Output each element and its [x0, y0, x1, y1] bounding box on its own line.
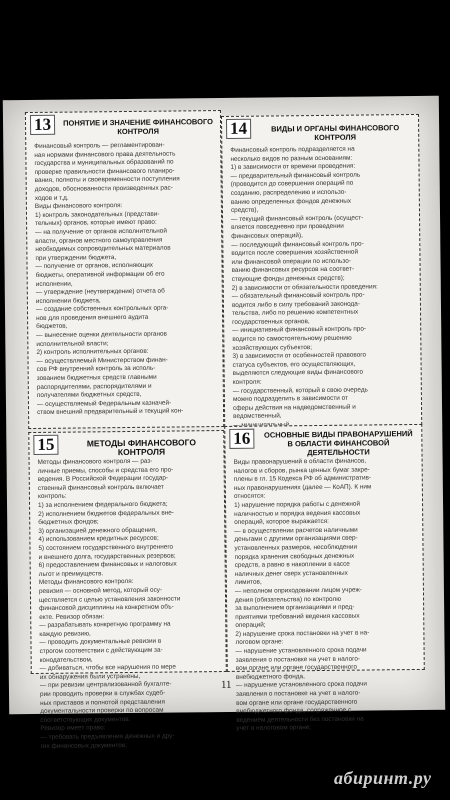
- card-text-line: — осуществляемый Федеральным казначей-: [36, 399, 172, 408]
- card-text-line: соответствующих документов.: [40, 715, 131, 724]
- card-text-line: сферы действия на надведомственный и: [232, 403, 356, 412]
- card-number: 16: [229, 429, 254, 449]
- card-text-line: — в осуществлении расчетов наличными: [234, 526, 358, 535]
- card-text-line: бюджетных фондов;: [38, 518, 99, 527]
- card-text-line: 4) использованием кредитных ресурсов;: [38, 535, 159, 544]
- card-body: [34, 141, 217, 418]
- card-text-line: — текущий финансовый контроль (осущест-: [231, 214, 364, 223]
- card-text-line: екте. Ревизор обязан:: [39, 612, 105, 621]
- card-text-line: лимитов,: [234, 578, 262, 587]
- card-title: МЕТОДЫ ФИНАНСОВОГО КОНТРОЛЯ: [86, 437, 197, 458]
- card-text-line: ванию финансовых ресурсов на соответ-: [231, 265, 355, 275]
- card-text-line: водится либо в силу требований законода-: [231, 300, 360, 309]
- card-text-line: государственных органов,: [232, 317, 310, 326]
- card-text-line: и внешнего долга, государственных резервов;: [38, 552, 176, 561]
- watermark: абиринт.ру: [334, 768, 432, 788]
- card-13: [25, 110, 224, 429]
- card-text-line: Виды финансового контроля:: [34, 202, 123, 211]
- card-text-line: бюджетов,: [36, 323, 68, 331]
- card-text-line: — получение от органов, исполняющих: [35, 262, 154, 271]
- card-text-line: плены в гл. 15 Кодекса РФ об административ-: [233, 474, 372, 484]
- card-text-line: созданию, распределению и использо-: [230, 188, 347, 197]
- card-text-line: ственный финансовый контроль включает: [37, 483, 164, 492]
- card-text-line: ходов и т.д.: [34, 194, 69, 202]
- card-text-line: 3) в зависимости от особенностей правового: [232, 351, 367, 361]
- card-text-line: вляется повседневно при проведении: [231, 223, 344, 232]
- card-text-line: порядка хранения свободных денежных: [234, 552, 355, 561]
- card-text-line: ществляется с целью установления законности: [38, 594, 181, 604]
- card-text-line: 1) нарушение порядка работы с денежной: [234, 500, 361, 509]
- card-text-line: — требовать предъявления денежных и дру-: [40, 732, 175, 741]
- card-body: [234, 457, 419, 734]
- card-text-line: распорядителями, распорядителями и: [36, 382, 152, 391]
- card-text-line: вом органе или органе государственного: [235, 663, 358, 673]
- card-text-line: или финансовой операции по использо-: [231, 257, 351, 266]
- card-text-line: — разрабатывать конкретную программу на: [39, 620, 171, 630]
- card-text-line: каждую ревизию,: [39, 630, 91, 638]
- card-text-line: наличных денег сверх установленных: [234, 569, 348, 578]
- card-text-line: 2) нарушение срока постановки на учет в на-: [235, 629, 370, 638]
- card-text-line: относятся:: [233, 492, 266, 501]
- card-text-line: гих финансовых документов;: [40, 741, 128, 750]
- card-body: [38, 457, 221, 751]
- card-title: ПОНЯТИЕ И ЗНАЧЕНИЕ ФИНАНСОВОГО КОНТРОЛЯ: [63, 117, 214, 137]
- card-text-line: — инициативный финансовый контроль про-: [232, 325, 367, 335]
- card-text-line: Виды правонарушений в области финансов,: [233, 457, 367, 466]
- card-text-line: нов для проведения внешнего аудита: [36, 313, 149, 322]
- card-title: ОСНОВНЫЕ ВИДЫ ПРАВОНАРУШЕНИЙ В ОБЛАСТИ ФИНАНСОВОЙ ДЕЯТЕЛЬНОСТИ: [263, 429, 413, 458]
- card-text-line: заявления о постановке на учет в налого-: [235, 689, 361, 698]
- card-text-line: можно подразделить в зависимости от: [232, 394, 348, 404]
- card-text-line: налогов и сборов, рынка ценных бумаг закре-: [233, 466, 370, 475]
- card-text-line: выделяются следующие виды финансового: [232, 368, 364, 378]
- card-text-line: вания, полноты и своевременности поступления: [34, 175, 180, 185]
- card-text-line: проверке правильности финансового планиро-: [34, 167, 175, 176]
- card-text-line: финансовых операций),: [231, 232, 303, 240]
- card-14: [221, 114, 422, 427]
- card-text-line: Финансовый контроль подразделяется на: [230, 145, 355, 154]
- card-text-line: Ревизор имеет право:: [40, 724, 106, 733]
- card-text-line: строгом соответствии с действующим за-: [39, 646, 163, 656]
- card-text-line: — государственный, который в свою очередь: [232, 386, 368, 395]
- card-text-line: документальности проверки по вопросам: [40, 706, 164, 716]
- card-text-line: Методы финансового контроля:: [38, 578, 134, 587]
- card-text-line: — обязательный финансовый контроль про-: [231, 291, 365, 301]
- card-text-line: учет в налоговом органе;: [236, 724, 312, 733]
- card-text-line: 1) за исполнением федерального бюджета;: [38, 500, 168, 509]
- card-text-line: ством внешний предварительный и текущий кон-: [37, 407, 184, 417]
- card-number: 15: [33, 435, 58, 455]
- card-number: 13: [30, 115, 55, 135]
- card-text-line: водится по самостоятельному решению: [232, 334, 352, 343]
- card-title: ВИДЫ И ОРГАНЫ ФИНАНСОВОГО КОНТРОЛЯ: [271, 123, 400, 143]
- card-text-line: Финансовый контроль — регламентирован-: [34, 141, 165, 150]
- card-text-line: конодательством,: [39, 656, 93, 664]
- card-text-line: — добиваться, чтобы все нарушения по мере: [39, 663, 176, 673]
- card-text-line: — нарушение установленного срока подачи: [235, 646, 367, 655]
- card-text-line: — при ревизии централизованной бухгалте-: [39, 681, 172, 690]
- card-text-line: ведения. В Российской Федерации государ-: [37, 474, 169, 484]
- card-text-line: ведомственный,: [233, 412, 282, 421]
- card-text-line: зованием бюджетных средств главными: [36, 373, 157, 382]
- card-text-line: финансовой дисциплины на конкретном объ-: [39, 603, 174, 613]
- card-text-line: получателями бюджетных средств,: [36, 391, 142, 400]
- card-text-line: несколько видов по разным основаниям:: [230, 154, 353, 163]
- card-text-line: внебюджетного фонда, сопряженное с: [236, 706, 352, 716]
- card-text-line: операций, которое выражается:: [234, 518, 329, 527]
- card-text-line: дения (обязательства) по контролю: [235, 595, 342, 604]
- book-page: [3, 96, 445, 750]
- card-text-line: деньгами с другими организациями свер-: [234, 534, 358, 544]
- card-text-line: ствующие фонды денежных средств);: [231, 274, 345, 283]
- card-text-line: исполнении,: [35, 280, 73, 288]
- card-text-line: внебюджетного фонда,: [235, 673, 305, 681]
- card-text-line: — осуществляемый Министерством финан-: [36, 356, 168, 365]
- card-text-line: (проводится до совершения операций по: [230, 180, 354, 189]
- card-text-line: ревизия — основной метод, который осу-: [38, 586, 163, 595]
- card-text-line: исполнении бюджета,: [35, 296, 101, 305]
- page-number: 11: [220, 678, 232, 692]
- card-text-line: 5) состоянием государственного внутреннего: [38, 543, 174, 552]
- card-text-line: при утверждении бюджета,: [35, 253, 117, 262]
- card-text-line: — последующий финансовый контроль про-: [231, 240, 364, 249]
- card-text-line: — нарушение установленного срока подачи: [235, 680, 367, 690]
- card-text-line: операций;: [235, 621, 266, 630]
- card-text-line: ных правонарушениях (далее — КоАП). К ним: [233, 483, 372, 492]
- card-text-line: 2) исполнением бюджетов федеральных вне-: [38, 509, 174, 518]
- card-text-line: ванию определенных фондов денежных: [230, 197, 352, 206]
- card-text-line: контроля:: [232, 378, 262, 386]
- card-text-line: 6) предоставлением финансовых и налоговых: [38, 560, 177, 570]
- card-text-line: наличностью и порядка ведения кассовых: [234, 509, 361, 518]
- card-number: 14: [226, 119, 251, 139]
- card-text-line: вом органе или органе государственного: [236, 698, 358, 707]
- card-text-line: 2) контроль исполнительных органов:: [36, 348, 149, 357]
- card-text-line: личные приемы, способы и средства его про-: [37, 466, 174, 475]
- card-text-line: сов РФ внутренний контроль за исполь-: [36, 365, 156, 374]
- card-text-line: 1) в зависимости от времени проведения:: [230, 162, 356, 172]
- card-text-line: их обнаружения были устранены,: [39, 672, 141, 681]
- card-text-line: установленных размеров, несоблюдении: [234, 543, 358, 552]
- card-text-line: рии проводить проверки в службах судеб-: [39, 689, 166, 698]
- card-text-line: государства и муниципальных образований по: [34, 158, 174, 168]
- card-text-line: тельных) органов, которые имеют право:: [35, 219, 157, 228]
- card-text-line: ведением деятельности без постановки на: [236, 715, 364, 724]
- card-text-line: — на получение от органов исполнительной: [35, 227, 167, 236]
- card-text-line: Методы финансового контроля — раз-: [37, 457, 153, 466]
- card-text-line: — вынесение оценки деятельности органов: [36, 330, 167, 340]
- card-text-line: льгот и преимуществ.: [38, 569, 104, 578]
- card-text-line: заявления о постановке на учет в налого-: [235, 655, 361, 664]
- card-text-line: хозяйствующих субъектов;: [232, 343, 313, 352]
- card-text-line: исполнительной власти;: [36, 339, 109, 348]
- card-text-line: необходимых сопроводительных материалов: [35, 244, 171, 254]
- card-text-line: 1) контроль законодательных (представи-: [34, 210, 160, 219]
- card-text-line: доходов, обоснованности произведенных рас-: [34, 184, 173, 193]
- card-text-line: власти, органов местного самоуправления: [35, 236, 163, 245]
- card-text-line: средств),: [230, 206, 259, 215]
- card-text-line: ных приставов и полнотой представления: [40, 698, 165, 707]
- card-text-line: приятиями требований ведения кассовых: [235, 612, 360, 621]
- card-text-line: ная нормами финансового права деятельность: [34, 150, 176, 159]
- card-text-line: 2) в зависимости от обязательности проведения:: [231, 282, 378, 292]
- card-text-line: водится после совершения хозяйственной: [231, 248, 359, 258]
- card-text-line: логовом органе:: [235, 638, 284, 647]
- card-text-line: контроль:: [37, 493, 67, 501]
- card-text-line: тельства, либо по решению компетентных: [232, 308, 359, 318]
- card-text-line: — утверждение (неутверждение) отчета об: [35, 287, 165, 297]
- card-body: [230, 145, 415, 430]
- card-text-line: — проводить документальные ревизии в: [39, 638, 162, 647]
- card-text-line: за выполнением организациями и пред-: [235, 603, 355, 612]
- card-text-line: 3) организацией денежного обращения,: [38, 526, 157, 535]
- card-text-line: — предварительный финансовый контроль: [230, 171, 361, 180]
- card-text-line: статуса субъектов, его осуществляющих,: [232, 360, 356, 369]
- card-text-line: — неполном оприходовании лицом учреж-: [234, 586, 362, 595]
- card-text-line: бюджеты, оперативной информации об его: [35, 270, 165, 279]
- card-text-line: — создание собственных контрольных орга-: [35, 304, 169, 314]
- card-text-line: средств, а равно в накоплении в кассе: [234, 560, 350, 570]
